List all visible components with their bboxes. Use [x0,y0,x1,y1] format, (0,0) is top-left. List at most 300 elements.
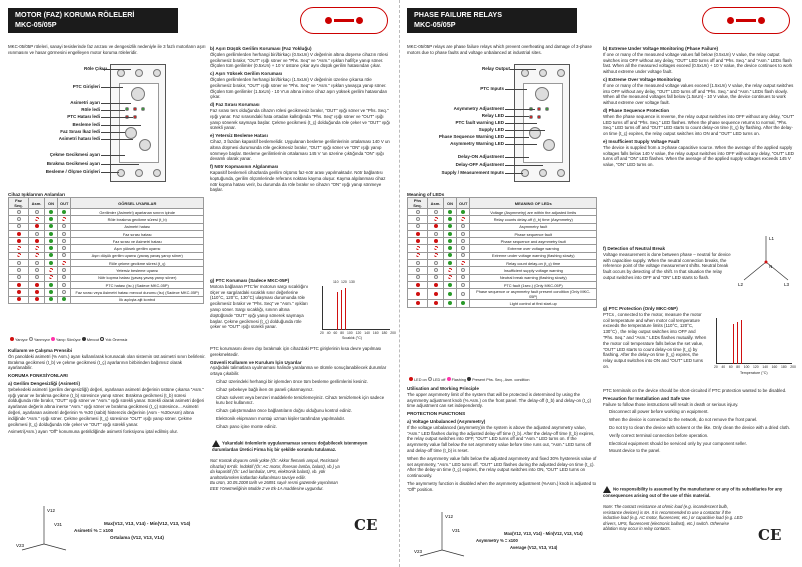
led-symbol-icon [448,268,452,272]
title-banner-en [407,8,577,33]
led-symbol-icon [461,253,465,257]
led-cell [444,238,457,245]
led-symbol-icon [49,253,53,257]
led-cell [58,289,71,296]
led-symbol-icon [17,268,21,272]
led-cell [457,223,470,230]
led-symbol-icon [434,239,438,243]
led-symbol-icon [416,239,420,243]
led-cell [45,209,58,216]
led-symbol-icon [461,217,465,221]
table-cell-desc: Light control at first start-up [470,300,597,307]
leader-line [505,144,537,145]
intro-tr: MKC-05/05P röleleri, sanayi tesislerinde faz arızası ve dengesizlik nedeniyle ile 3 fazlı motorların aşırı ısınmasını ve hasar görmesini engelleyen motor koruma röleleridir. [8,44,206,55]
led-on [141,107,145,111]
led-symbol-icon [434,292,438,296]
usage-en: Utilisation and Working Principle The upper asymmetry limit of the system that will be protected is determined by using the asymmetry adjustment knob (% Asm.) on the front panel. The delay-off (t_b) and delay-on (t_ç) time adjustment can set independently. PROTECTION FUNCTIONS a) Voltage Unbalanced (Asymmetry) If the voltage unbalanced (asymmetry)in the system is above the adjusted asymmetry value, "Asm." LED flashes during the adjusted delay-off time (t_b). After the delay-off time (t_b) expires, the relay output switches into OFF, "OUT" LED turns off and "Asm." LED turns on. If the asymmetry value fall below the set asymmetry value before time runs out, "Asm." LED turns off and delay-off time (t_b) is reset. When the asymmetry value falls below the adjusted asymmetry and fixed 30% hysteresis value of set asymmetry, "Asm." LED turns off. "OUT" LED flashes during the adjusted delay-on time (t_ç). After the delay-on time (t_ç) expires, the relay output switches into ON, "OUT" LED turns on continuously. The asymmetry function is disabled when the asymmetry adjustment (%Asm.) knob is adjusted to "Off" position. [407,386,597,492]
led-cell [457,267,470,274]
led-cell [45,274,58,281]
led-symbol-icon [461,292,465,296]
led-cell [444,209,457,216]
led-cell [45,289,58,296]
device-label: Relay LED [481,113,504,118]
table-cell-desc: Neutral break warning (flashing slowly) [470,274,597,281]
led-symbol-icon [448,301,452,305]
neutral-diagram-en [738,232,794,288]
note-en: Note: The contact resistance at ohmic load (e.g. incandescent bulb, resistance devices) is 8A. It is recommended to use a contactor if the inductive load (e.g. AC motor, fluorescent, etc.) or capacitive load (e.g. LED drivers, UPS, fluorescent (electronic ballast), etc.) switch. Otherwise ablation may occur in relay contacts. [603,504,743,532]
neutral-text-en: f) Detection of Neutral Break Voltage measurement is done between phase – neutral for device with capacitive supply. When the neutral connection breaks, the reference point of the voltage measurement shifts. Neutral break fault occurs by detecting of the shift. In that situation the relay output switches into OFF and "ON" LED starts to flash. [603,246,731,280]
table-row [9,238,204,245]
led-cell [9,281,29,288]
led-symbol-icon [35,283,39,287]
device-label: Phase Sequence Warning LED [438,134,504,139]
table-row [408,230,597,237]
leader-line [101,164,139,165]
asymmetry-knob[interactable] [131,87,145,101]
led-cell [428,209,444,216]
device-label: Delay-OFF Adjustment [455,162,504,167]
leader-line [510,69,536,70]
device-label: Delay-ON Adjustment [457,154,504,159]
led-symbol-icon [17,246,21,250]
leader-line [505,137,529,138]
vec-label: V12 [47,508,56,513]
led-symbol-icon [434,275,438,279]
led-symbol-icon [416,275,420,279]
led-cell [9,289,29,296]
table-row [9,230,204,237]
led-cell [408,223,428,230]
led-symbol-icon [62,253,66,257]
led-symbol-icon [62,261,66,265]
led-cell [408,260,428,267]
led-cell [428,230,444,237]
led-symbol-icon [434,261,438,265]
led-symbol-icon [62,283,66,287]
delay-on-knob[interactable] [529,127,541,139]
table-row [408,300,597,307]
led-symbol-icon [434,217,438,221]
led-symbol-icon [461,246,465,250]
th: Phs Seq. [408,198,428,209]
led-symbol-icon [461,283,465,287]
led-symbol-icon [49,224,53,228]
led-symbol-icon [461,268,465,272]
led-symbol-icon [416,283,420,287]
led-cell [9,245,29,252]
leader-line [505,89,527,90]
led-symbol-icon [416,210,420,214]
th: OUT [58,198,71,209]
led-symbol-icon [416,232,420,236]
led-symbol-icon [17,297,21,301]
th: Asm. [428,198,444,209]
table-cell-desc: Röle çekme gecikme süresi (t_ç) [71,260,204,267]
led-cell [58,238,71,245]
led-cell [9,260,29,267]
leader-line [505,130,545,131]
led-cell [45,223,58,230]
logo-dot-icon [356,17,363,24]
led-symbol-icon [35,217,39,221]
led-symbol-icon [62,232,66,236]
vec-label: V31 [452,528,461,533]
table-row [408,216,597,223]
device-label: Bırakma Gecikmesi ayarı [46,161,100,166]
table-cell-desc: Gerilimler (Asimetri) ayarlanan sınırın içinde [71,209,204,216]
table-row [9,252,204,259]
table-row [9,289,204,296]
led-cell [29,281,45,288]
terminal-screw [153,69,161,77]
led-symbol-icon [49,246,53,250]
table-title-en: Meaning of LEDs [407,192,445,197]
leader-line [103,69,131,70]
led-phs [529,115,533,119]
led-cell [428,267,444,274]
led-symbol-icon [62,239,66,243]
delay-off-knob[interactable] [139,139,151,151]
led-symbol-icon [448,253,452,257]
logo-dot-icon [325,17,332,24]
graph-ticks-en: 20 40 60 80 100 120 140 160 180 200 [714,365,796,369]
led-cell [457,289,470,300]
led-symbol-icon [416,253,420,257]
subtitle-en: MKC-05/05P [414,20,456,29]
leader-line [101,103,131,104]
led-cell [58,245,71,252]
table-cell-desc: Faz sırası veya Asimetri hatası mevcut durumu (Isı) (Sadece MKC-05P) [71,289,204,296]
led-symbol-icon [62,268,66,272]
led-symbol-icon [49,239,53,243]
led-cell [408,238,428,245]
th: ON [444,198,457,209]
led-symbol-icon [35,297,39,301]
delay-off-knob[interactable] [543,139,555,151]
device-label: PTC Hatası ledi [67,114,100,119]
leader-line [101,125,141,126]
led-cell [29,230,45,237]
device-label: PTC Inputs [480,86,504,91]
device-label: Çekme Gecikmesi ayarı [49,152,100,157]
led-symbol-icon [448,292,452,296]
subtitle-tr: MKC-05/05P [15,20,57,29]
device-label: Faz Sırası İkaz ledi [60,129,100,134]
led-cell [428,216,444,223]
terminal-screw [539,169,547,177]
leader-line [101,172,119,173]
led-symbol-icon [62,290,66,294]
led-symbol-icon [35,210,39,214]
led-symbol-icon [448,239,452,243]
leader-line [505,157,529,158]
led-cell [444,223,457,230]
ce-mark-tr: CE [354,516,378,534]
led-symbol-icon [461,232,465,236]
led-symbol-icon [17,217,21,221]
led-cell [444,274,457,281]
note-tr: Not: Kontak doyarını omik yükte (Ör: Akkor flemanlı ampul, Rezistanlı cihazlar) 8A'dir. İndüktif (Ör: AC motor, floresan lamba, balast), vb.) ya da kapasitif (Ör: Led lambalar, UPS, elektronik balast), vb. yük anahtarlanırken katlardan kullanılması tavsiye edilir. Bu ürün, 30.05.2008 tarih ve 26891 sayılı resmi gazetede yayınlanan EEE Yönetmeliğinin Madde 2 ve Ek-1A maddesine uygundur. [210,458,340,491]
led-cell [408,281,428,288]
led-symbol-icon [434,268,438,272]
logo-dot-icon [758,17,765,24]
led-cell [9,209,29,216]
led-symbol-icon [17,253,21,257]
table-row [9,267,204,274]
safety-tr: PTC korumasını devre dışı bırakmak için cihazdaki PTC girişlerinin kısa devre yapılması gerekmektedir. Güvenli Kullanım ve Kurulum İçin Uyarılar Aşağıdaki talimatlara uyulmaması halinde yaralanma ve ölümle sonuçlanabilecek durumlar ortaya çıkabilir. Cihaz üzerindeki herhangi bir işlemden önce tüm besleme gerilimlerini kesiniz. Cihaz şebekeye bağlı iken ön paneli çıkarmayınız. Cihazı solvent veya benzeri maddelerle temizlemeyiniz. Cihazı temizlemek için sadece kuru bez kullanınız. Cihazı çalıştırmadan önce bağlantıların doğru olduğunu kontrol ediniz. Elektronik ekipmanın montajı uzman kişiler tarafından yapılmalıdır. Cihazı pano içine monte ediniz. [210,346,387,429]
led-symbol-icon [17,210,21,214]
table-row [9,274,204,281]
leader-line [505,116,529,117]
led-symbol-icon [434,283,438,287]
table-row [408,209,597,216]
graph-axis-en: Temperature (°C) [740,371,768,375]
led-symbol-icon [434,253,438,257]
led-cell [408,230,428,237]
led-symbol-icon [35,261,39,265]
led-symbol-icon [62,217,66,221]
led-symbol-icon [448,261,452,265]
formula-en: Max(V12, V13, V14) - Min(V12, V13, V14) Asymmetry % = x100 Average (V12, V13, V14) [476,531,583,550]
led-cell [444,260,457,267]
led-symbol-icon [448,217,452,221]
led-symbol-icon [448,210,452,214]
graph-axis-tr: Sıcaklık (°C) [342,336,363,340]
led-cell [58,216,71,223]
led-symbol-icon [448,275,452,279]
led-symbol-icon [62,224,66,228]
leader-line [101,110,125,111]
intro-en: MKC-05/05P relays are phase failure relays which prevent overheating and damage of 3-phase motors due to phase faults and voltage unbalanced at industrial sites. [407,44,592,55]
device-label: Besleme / Ölçme Girişleri [45,169,100,174]
table-row [408,274,597,281]
led-symbol-icon [35,268,39,272]
title-tr: MOTOR (FAZ) KORUMA RÖLELERİ [15,10,135,19]
led-symbol-icon [434,246,438,250]
led-cell [29,260,45,267]
leader-line [101,139,133,140]
table-title-tr: Cihaz Işıklarının Anlamları [8,192,66,197]
terminal-screw [539,69,547,77]
led-cell [58,252,71,259]
led-symbol-icon [434,232,438,236]
leader-line [505,173,523,174]
page-divider [399,0,400,567]
device-label: Asymmetry Adjustment [453,106,504,111]
led-symbol-icon [35,224,39,228]
led-ptc [537,107,541,111]
table-cell-desc: Yetersiz besleme uyarısı [71,267,204,274]
th: MEANING OF LEDs [470,198,597,209]
led-symbol-icon [17,239,21,243]
leader-line [505,109,535,110]
table-cell-desc: Asymmetry fault [470,223,597,230]
led-symbol-icon [62,297,66,301]
led-cell [45,296,58,303]
table-cell-desc: Relay counts delay-off (t_b) time (Asymmetry) [470,216,597,223]
led-symbol-icon [461,301,465,305]
led-symbol-icon [416,261,420,265]
led-cell [457,209,470,216]
led-cell [45,281,58,288]
led-cell [457,238,470,245]
led-symbol-icon [49,297,53,301]
device-label: PTC fault warning LED [455,120,504,125]
led-cell [428,238,444,245]
table-cell-desc: PTC fault (1sec.) (Only MKC-05P) [470,281,597,288]
led-table-en [407,197,597,308]
table-row [9,216,204,223]
led-symbol-icon [434,224,438,228]
led-cell [29,245,45,252]
led-symbol-icon [448,224,452,228]
th: OUT [457,198,470,209]
vec-label: V31 [54,522,63,527]
terminal-screw [117,169,125,177]
led-cell [29,216,45,223]
device-label: Supply LED [478,127,504,132]
led-cell [457,245,470,252]
led-cell [9,252,29,259]
table-row [9,296,204,303]
asymmetry-knob[interactable] [535,87,549,101]
table-row [408,260,597,267]
led-asm [133,115,137,119]
table-row [408,238,597,245]
led-symbol-icon [35,232,39,236]
ce-mark-en: CE [758,526,782,544]
led-cell [457,300,470,307]
led-cell [408,289,428,300]
led-symbol-icon [448,283,452,287]
led-cell [9,223,29,230]
led-cell [58,260,71,267]
led-symbol-icon [49,217,53,221]
led-cell [58,274,71,281]
device-label: PTC Girişleri [72,84,100,89]
brand-logo-en [702,7,790,34]
led-symbol-icon [49,275,53,279]
led-cell [29,238,45,245]
table-row [408,245,597,252]
neutral-point [765,261,768,264]
led-cell [457,216,470,223]
led-symbol-icon [17,283,21,287]
led-symbol-icon [49,268,53,272]
leader-line [101,87,123,88]
led-symbol-icon [416,217,420,221]
table-row [9,260,204,267]
table-cell-desc: Phase sequence fault [470,230,597,237]
led-symbol-icon [416,292,420,296]
title-banner-tr [8,8,178,33]
table-row [408,289,597,300]
led-symbol-icon [461,275,465,279]
terminal-screw [153,169,161,177]
table-cell-desc: Voltage (Asymmetry) are within the adjusted limits [470,209,597,216]
led-cell [457,274,470,281]
led-symbol-icon [448,246,452,250]
led-cell [29,223,45,230]
table-cell-desc: Extreme under voltage warning (flashing slowly) [470,252,597,259]
led-cell [58,230,71,237]
device-label: Supply / Measurement Inputs [441,170,504,175]
vector-diagram-en [412,506,472,558]
led-symbol-icon [461,224,465,228]
terminal-screw [135,69,143,77]
table-cell-desc: Phase sequence and asymmetry fault [470,238,597,245]
leader-line [505,165,543,166]
table-cell-desc: Nötr kopma hatası (yavaş yavaş yanıp söner) [71,274,204,281]
led-cell [29,252,45,259]
table-cell-desc: Faz sırası hatası [71,230,204,237]
led-symbol-icon [416,301,420,305]
warning-icon [603,486,611,493]
title-en: PHASE FAILURE RELAYS [414,10,502,19]
table-row [408,281,597,288]
table-cell-desc: İlk açılışta ajit kontrol [71,296,204,303]
led-cell [9,216,29,223]
led-cell [444,245,457,252]
graph-ticks-tr: 20 40 60 80 100 120 140 160 180 200 [320,331,396,335]
led-cell [444,230,457,237]
led-symbol-icon [416,268,420,272]
table-cell-desc: PTC hatası (Isı.) (Sadece MKC-05P) [71,281,204,288]
led-cell [457,260,470,267]
vec-label: V23 [16,543,25,548]
led-cell [9,230,29,237]
led-cell [29,209,45,216]
device-label: Röle ledi [81,107,100,112]
legend-en: LED on LED off Flashing Present Phs. Seq., Asm. condition [409,377,599,384]
led-symbol-icon [17,261,21,265]
terminal-screw [521,69,529,77]
legend-tr: Yanıyor Yanmıyor Yanıp Sönüyor Mevcut Yok Önemsiz [10,337,210,344]
led-cell [408,274,428,281]
device-label: Röle Çıkışı [83,66,107,71]
led-symbol-icon [35,239,39,243]
led-cell [428,281,444,288]
led-cell [58,223,71,230]
led-cell [408,300,428,307]
led-cell [457,281,470,288]
led-symbol-icon [49,290,53,294]
table-cell-desc: Asimetri hatası [71,223,204,230]
device-label: Asimetri hatası ledi [58,136,100,141]
leader-line [101,132,125,133]
led-cell [408,267,428,274]
led-cell [444,267,457,274]
led-ptc [133,107,137,111]
led-cell [58,296,71,303]
ptc-text-en: g) PTC Protection (Only MKC-05P) PTCs , connected to the motor, measure the motor coil temperature and when motor coil temperature exceeds the temperature limits (110°C, 120°C, 130°C) , the relay output switches into OFF and "Phs. Seq." and "Asm." LEDs flashes mutually. When the motor coil temperature falls below the set value, "OUT" LED starts to count delay-on time (t_ç) by flashing. After the delay-on time (t_ç) expires, the relay output switches into ON and "OUT" LED turns on. [603,306,707,369]
delay-on-knob[interactable] [125,127,137,139]
th: ON [45,198,58,209]
led-cell [457,230,470,237]
led-symbol-icon [434,301,438,305]
led-cell [444,281,457,288]
vec-label: V23 [414,549,423,554]
vec-label: N [769,264,773,269]
led-symbol-icon [35,290,39,294]
led-symbol-icon [35,253,39,257]
led-cell [29,296,45,303]
led-symbol-icon [35,246,39,250]
led-cell [9,238,29,245]
vec-label: V12 [445,514,454,519]
led-cell [45,260,58,267]
table-row [9,223,204,230]
